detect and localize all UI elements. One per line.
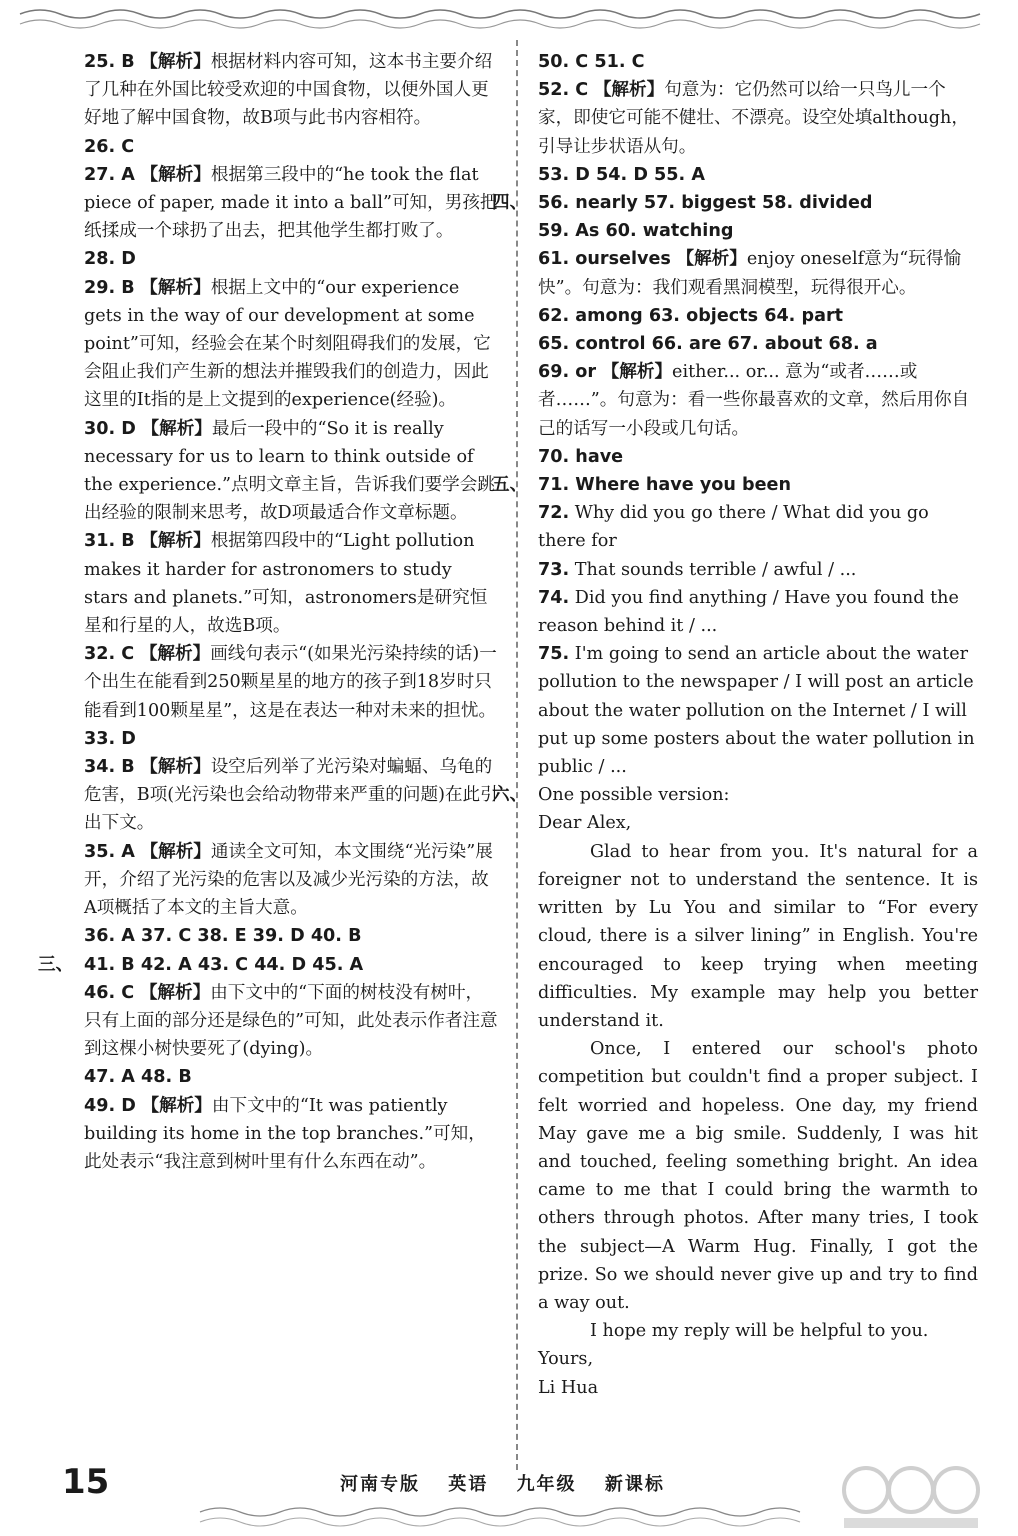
section-three-first-line: 41. B 42. A 43. C 44. D 45. A <box>84 954 364 975</box>
answer-number: 46. C <box>84 982 135 1003</box>
section-three-list <box>84 979 498 1176</box>
analysis-tag: 【解析】 <box>141 417 212 439</box>
answer-number: 29. B <box>84 277 135 298</box>
section-six-mark: 六、 <box>492 785 528 806</box>
page-number: 15 <box>62 1462 110 1502</box>
analysis-text: That sounds terrible / awful / ... <box>574 559 857 580</box>
analysis-tag: 【解析】 <box>593 79 665 101</box>
answer-number: 28. D <box>84 249 136 270</box>
analysis-text: enjoy oneself意为“玩得愉快”。句意为：我们观看黑洞模型，玩得很开心。 <box>538 249 962 298</box>
analysis-text: 根据材料内容可知，这本书主要介绍了几种在外国比较受欢迎的中国食物，以便外国人更好地了解中国食物，故B项与此书内容相符。 <box>84 52 493 129</box>
analysis-text: Why did you go there / What did you go there for <box>538 503 929 552</box>
answer-number: 75. <box>538 644 570 665</box>
answer-item <box>538 640 978 781</box>
answer-item <box>84 640 498 725</box>
answer-item <box>84 838 498 923</box>
answer-item <box>84 415 498 528</box>
analysis-text: 根据第四段中的“Light pollution makes it harder for astronomers to study stars and planets.”可知，astronomers是研究恒星和行星的人，故选B项。 <box>84 531 488 637</box>
answer-number: 69. or <box>538 362 597 383</box>
answer-number: 31. B <box>84 531 135 552</box>
analysis-tag: 【解析】 <box>139 643 211 665</box>
analysis-text: 根据上文中的“our experience gets in the way of our development at some point”可知，经验会在某个时刻阻碍我们的发展，它会阻止我们产生新的想法并摧毁我们的创造力，因此这里的It指的是上文提到的experience(经验)。 <box>84 277 491 411</box>
answer-number: 34. B <box>84 757 135 778</box>
analysis-text: 画线句表示“(如果光污染持续的话)一个出生在能看到250颗星星的地方的孩子到18岁时只能看到100颗星星”，这是在表达一种对未来的担忧。 <box>84 644 497 721</box>
answer-number: 72. <box>538 503 570 524</box>
letter-closing: Yours, <box>538 1349 594 1370</box>
answer-number: 53. D 54. D 55. A <box>538 164 705 185</box>
answer-number: 59. As 60. watching <box>538 221 734 242</box>
answer-number: 49. D <box>84 1095 136 1116</box>
answer-item <box>84 979 498 1064</box>
answer-number: 70. have <box>538 446 624 467</box>
analysis-text: 设空后列举了光污染对蝙蝠、乌龟的危害，B项(光污染也会给动物带来严重的问题)在此引出下文。 <box>84 757 498 834</box>
analysis-tag: 【解析】 <box>140 51 211 72</box>
analysis-text: I'm going to send an article about the water pollution to the newspaper / I will post an article about the water pollution on the Internet / I will put up some posters about the water pollution in public / ... <box>538 644 975 778</box>
answer-item <box>538 302 978 330</box>
left-column <box>38 48 498 1176</box>
footer-info <box>340 1470 685 1496</box>
section-four-mark: 四、 <box>492 193 528 214</box>
answer-number: 33. D <box>84 728 136 749</box>
analysis-text: 最后一段中的“So it is really necessary for us to learn to think outside of the experience.”点明文章主旨，告诉我们要学会跳出经验的限制来思考，故D项最适合作文章标题。 <box>84 418 495 524</box>
analysis-text: 由下文中的“下面的树枝没有树叶，只有上面的部分还是绿色的”可知，此处表示作者注意到这棵小树快要死了(dying)。 <box>84 982 498 1060</box>
answer-item <box>84 527 498 640</box>
footer-grade: 九年级 <box>516 1474 577 1495</box>
answer-item <box>84 753 498 838</box>
answer-number: 47. A 48. B <box>84 1067 192 1088</box>
answer-item <box>84 274 498 415</box>
answer-number: 61. ourselves <box>538 249 671 270</box>
answer-item <box>84 161 498 246</box>
analysis-tag: 【解析】 <box>141 1094 212 1116</box>
answer-item <box>538 358 978 443</box>
right-column <box>492 48 978 1402</box>
letter-paragraph: Glad to hear from you. It's natural for a foreigner not to understand the sentence. It is written by Lu You and similar to “For every cloud, there is a silver lining” in English. You're encouraged to keep trying when meeting difficulties. My example may help you better understand it. <box>538 841 978 1031</box>
analysis-text: 句意为：它仍然可以给一只鸟儿一个家，即使它可能不健壮、不漂亮。设空处填although，引导让步状语从句。 <box>538 80 969 157</box>
answer-number: 26. C <box>84 136 135 157</box>
answer-number: 74. <box>538 587 570 608</box>
analysis-tag: 【解析】 <box>139 981 211 1003</box>
answer-item <box>84 725 498 753</box>
answer-item <box>538 217 978 245</box>
analysis-text: either... or... 意为“或者……或者……”。句意为：看一些你最喜欢的文章，然后用你自己的话写一小段或几句话。 <box>538 362 970 439</box>
footer-subject: 英语 <box>448 1474 489 1495</box>
analysis-text: Did you find anything / Have you found the reason behind it / ... <box>538 587 959 637</box>
answer-number: 36. A 37. C 38. E 39. D 40. B <box>84 926 362 947</box>
section-five <box>492 471 978 781</box>
answer-number: 62. among 63. objects 64. part <box>538 305 844 326</box>
letter-greeting: Dear Alex, <box>538 813 632 834</box>
answer-number: 35. A <box>84 841 135 862</box>
section-five-mark: 五、 <box>492 475 528 496</box>
answer-number: 32. C <box>84 644 135 665</box>
answer-number: 25. B <box>84 52 135 72</box>
section-four-list <box>538 217 978 471</box>
section-five-first-line: 71. Where have you been <box>538 475 792 496</box>
answer-item <box>84 1092 498 1177</box>
answer-number: 50. C 51. C <box>538 52 645 72</box>
answer-list-left <box>84 48 498 951</box>
answer-item <box>538 443 978 471</box>
analysis-text: 由下文中的“It was patiently building its home in the top branches.”可知，此处表示“我注意到树叶里有什么东西在动”。 <box>84 1095 486 1172</box>
answer-item <box>538 161 978 189</box>
section-three-mark: 三、 <box>38 954 74 975</box>
answer-item <box>84 48 498 133</box>
answer-number: 65. control 66. are 67. about 68. a <box>538 334 878 355</box>
answer-number: 52. C <box>538 80 589 101</box>
analysis-tag: 【解析】 <box>676 248 747 270</box>
analysis-tag: 【解析】 <box>140 163 211 185</box>
section-five-list <box>538 499 978 781</box>
answer-item <box>538 584 978 640</box>
letter-paragraph: I hope my reply will be helpful to you. <box>590 1321 929 1342</box>
answer-item <box>84 1063 498 1091</box>
letter-paragraph: Once, I entered our school's photo competition but couldn't find a proper subject. I felt worried and hopeless. One day, my friend May gave me a big smile. Suddenly, I was hit and touched, feeling something bright. An idea came to me that I could bring the warmth to others through photos. After many tries, I took the subject—A Warm Hug. Finally, I got the prize. So we should never give up and try to find a way out. <box>538 1039 978 1313</box>
answer-item <box>538 245 978 301</box>
section-six <box>492 781 978 1401</box>
analysis-tag: 【解析】 <box>140 756 211 778</box>
answer-list-right-top <box>538 48 978 189</box>
section-six-heading: One possible version: <box>538 785 730 806</box>
watermark-logo-icon <box>836 1462 986 1532</box>
answer-item <box>538 76 978 161</box>
section-four <box>492 189 978 471</box>
analysis-tag: 【解析】 <box>140 840 211 862</box>
analysis-tag: 【解析】 <box>140 276 211 298</box>
column-divider <box>516 40 518 1470</box>
answer-number: 30. D <box>84 418 136 439</box>
analysis-text: 通读全文可知，本文围绕“光污染”展开，介绍了光污染的危害以及减少光污染的方法，故A项概括了本文的主旨大意。 <box>84 841 493 919</box>
footer-edition: 河南专版 <box>340 1474 420 1495</box>
section-four-first-line: 56. nearly 57. biggest 58. divided <box>538 193 873 214</box>
answer-item <box>538 556 978 584</box>
section-three <box>38 951 498 1177</box>
top-wave-decoration <box>0 4 1018 36</box>
answer-number: 73. <box>538 559 570 580</box>
answer-item <box>538 330 978 358</box>
answer-item <box>538 499 978 555</box>
letter-signature: Li Hua <box>538 1377 599 1398</box>
answer-item <box>538 48 978 76</box>
analysis-tag: 【解析】 <box>601 361 673 383</box>
analysis-tag: 【解析】 <box>140 530 211 552</box>
answer-item <box>84 245 498 273</box>
answer-item <box>84 133 498 161</box>
answer-item <box>84 922 498 950</box>
answer-number: 27. A <box>84 164 135 185</box>
analysis-text: 根据第三段中的“he took the flat piece of paper, made it into a ball”可知，男孩把纸揉成一个球扔了出去，把其他学生都打败了。 <box>84 164 498 242</box>
footer-curriculum: 新课标 <box>604 1474 665 1495</box>
